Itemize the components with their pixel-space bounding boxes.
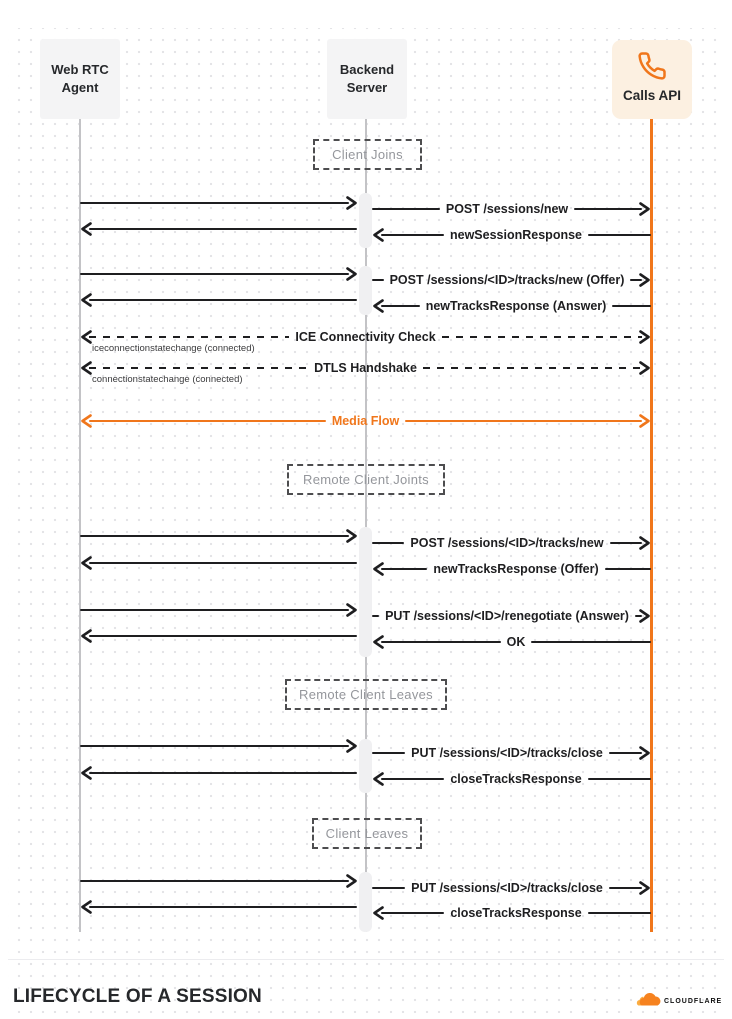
arrowhead-left-icon	[372, 905, 385, 921]
arrowhead-left-icon	[80, 628, 93, 644]
arrowhead-right-icon	[345, 266, 358, 282]
phase-remote-client-leaves	[285, 679, 447, 710]
arrow-put-tracks-close	[372, 879, 651, 897]
arrow-line	[574, 208, 642, 211]
arrow-post-sessions-new	[372, 200, 651, 218]
arrowhead-right-icon	[638, 201, 651, 217]
arrow-new-tracks-response-answer	[372, 297, 651, 315]
arrow-agent-to-backend	[80, 737, 358, 755]
arrow-put-tracks-close	[372, 744, 651, 762]
activation-bar	[359, 739, 372, 793]
arrow-backend-to-agent	[80, 627, 357, 645]
arrow-agent-to-backend	[80, 872, 358, 890]
arrow-line	[372, 887, 405, 890]
message-label: newTracksResponse (Answer)	[425, 299, 607, 313]
actor-webrtc-agent-label: Web RTC Agent	[51, 62, 109, 95]
arrow-line	[89, 635, 357, 638]
message-label: PUT /sessions/<ID>/tracks/close	[411, 881, 603, 895]
event-connectionstatechange: connectionstatechange (connected)	[92, 374, 243, 385]
arrow-backend-to-agent	[80, 554, 357, 572]
arrow-post-tracks-new-offer	[372, 271, 651, 289]
activation-bar	[359, 266, 372, 315]
arrowhead-right-icon	[638, 329, 651, 345]
arrow-backend-to-agent	[80, 291, 357, 309]
arrow-backend-to-agent	[80, 220, 357, 238]
arrow-line	[89, 228, 357, 231]
arrow-line	[588, 912, 651, 915]
arrow-line-dashed	[423, 367, 642, 370]
arrow-line	[381, 234, 444, 237]
arrowhead-left-icon	[80, 292, 93, 308]
arrowhead-right-icon	[345, 873, 358, 889]
arrow-line	[80, 535, 349, 538]
arrow-backend-to-agent	[80, 764, 357, 782]
arrow-media-flow	[80, 412, 651, 430]
arrow-line-dashed	[89, 336, 289, 339]
arrow-line	[381, 641, 501, 644]
phase-label: Remote Client Leaves	[299, 687, 433, 702]
activation-bar	[359, 193, 372, 248]
arrow-line	[372, 208, 440, 211]
message-label: POST /sessions/new	[445, 202, 569, 216]
arrow-line	[405, 420, 642, 423]
phone-icon	[637, 51, 667, 81]
phase-label: Client Leaves	[325, 826, 409, 841]
arrow-line	[612, 305, 651, 308]
arrowhead-left-icon	[372, 298, 385, 314]
arrow-line	[372, 752, 405, 755]
cloudflare-cloud-icon	[636, 993, 662, 1006]
arrowhead-left-icon	[372, 634, 385, 650]
activation-bar	[359, 872, 372, 932]
arrow-line	[89, 562, 357, 565]
arrow-line	[89, 299, 357, 302]
arrow-post-tracks-new	[372, 534, 651, 552]
arrowhead-left-icon	[372, 227, 385, 243]
arrowhead-left-icon	[372, 771, 385, 787]
phase-label: Client Joins	[332, 147, 403, 162]
arrow-ok-response	[372, 633, 651, 651]
arrow-line	[372, 615, 379, 618]
arrow-new-tracks-response-offer	[372, 560, 651, 578]
arrow-line	[588, 234, 651, 237]
arrow-line	[80, 273, 349, 276]
message-label: ICE Connectivity Check	[295, 330, 436, 344]
arrow-agent-to-backend	[80, 527, 358, 545]
arrow-agent-to-backend	[80, 265, 358, 283]
message-label: Media Flow	[331, 414, 400, 428]
phase-remote-client-joints	[287, 464, 445, 495]
cloudflare-wordmark: CLOUDFLARE	[664, 998, 723, 1005]
phase-client-leaves	[312, 818, 422, 849]
message-label: POST /sessions/<ID>/tracks/new (Offer)	[389, 273, 625, 287]
actor-calls-api-label: Calls API	[622, 88, 682, 103]
arrow-line	[381, 305, 420, 308]
arrow-line	[381, 912, 444, 915]
message-label: OK	[506, 635, 526, 649]
arrowhead-right-icon	[345, 528, 358, 544]
lifeline-webrtc-agent	[79, 119, 81, 932]
message-label: newSessionResponse	[450, 228, 582, 242]
arrowhead-right-icon	[345, 602, 358, 618]
arrow-agent-to-backend	[80, 601, 358, 619]
arrow-close-tracks-response	[372, 770, 651, 788]
arrow-line	[381, 778, 444, 781]
arrow-line	[89, 906, 357, 909]
activation-bar	[359, 527, 372, 657]
arrowhead-right-icon	[638, 413, 651, 429]
message-label: PUT /sessions/<ID>/renegotiate (Answer)	[385, 609, 629, 623]
arrowhead-left-icon	[372, 561, 385, 577]
arrow-line	[372, 279, 384, 282]
arrow-line-dashed	[89, 367, 308, 370]
arrow-new-session-response	[372, 226, 651, 244]
message-label: newTracksResponse (Offer)	[433, 562, 599, 576]
phase-client-joins	[313, 139, 422, 170]
arrow-put-renegotiate-answer	[372, 607, 651, 625]
actor-calls-api	[612, 40, 692, 119]
arrow-line	[588, 778, 651, 781]
arrowhead-left-icon	[80, 899, 93, 915]
arrowhead-left-icon	[80, 765, 93, 781]
actor-backend-server	[327, 39, 407, 119]
message-label: POST /sessions/<ID>/tracks/new	[410, 536, 604, 550]
arrow-line	[381, 568, 427, 571]
footer-divider	[8, 959, 724, 960]
arrowhead-left-icon	[80, 221, 93, 237]
arrow-line	[80, 745, 349, 748]
message-label: DTLS Handshake	[314, 361, 417, 375]
arrowhead-right-icon	[638, 608, 651, 624]
arrowhead-left-icon	[80, 555, 93, 571]
arrow-agent-to-backend	[80, 194, 358, 212]
cloudflare-logo	[636, 993, 722, 1006]
page-title: LIFECYCLE OF A SESSION	[13, 986, 262, 1007]
arrow-line	[89, 772, 357, 775]
arrowhead-right-icon	[345, 738, 358, 754]
arrowhead-left-icon	[80, 413, 93, 429]
arrow-line	[80, 609, 349, 612]
arrowhead-right-icon	[345, 195, 358, 211]
arrowhead-right-icon	[638, 272, 651, 288]
arrow-close-tracks-response	[372, 904, 651, 922]
message-label: PUT /sessions/<ID>/tracks/close	[411, 746, 603, 760]
message-label: closeTracksResponse	[450, 772, 582, 786]
arrow-line	[605, 568, 651, 571]
arrow-line-dashed	[442, 336, 642, 339]
arrowhead-right-icon	[638, 535, 651, 551]
arrowhead-right-icon	[638, 745, 651, 761]
arrowhead-right-icon	[638, 360, 651, 376]
arrowhead-right-icon	[638, 880, 651, 896]
actor-webrtc-agent	[40, 39, 120, 119]
event-iceconnectionstatechange: iceconnectionstatechange (connected)	[92, 343, 255, 354]
arrow-line	[80, 880, 349, 883]
arrow-line	[80, 202, 349, 205]
phase-label: Remote Client Joints	[303, 472, 429, 487]
arrow-line	[89, 420, 326, 423]
actor-backend-server-label: Backend Server	[339, 62, 395, 95]
arrow-line	[372, 542, 404, 545]
arrow-backend-to-agent	[80, 898, 357, 916]
message-label: closeTracksResponse	[450, 906, 582, 920]
arrow-line	[531, 641, 651, 644]
